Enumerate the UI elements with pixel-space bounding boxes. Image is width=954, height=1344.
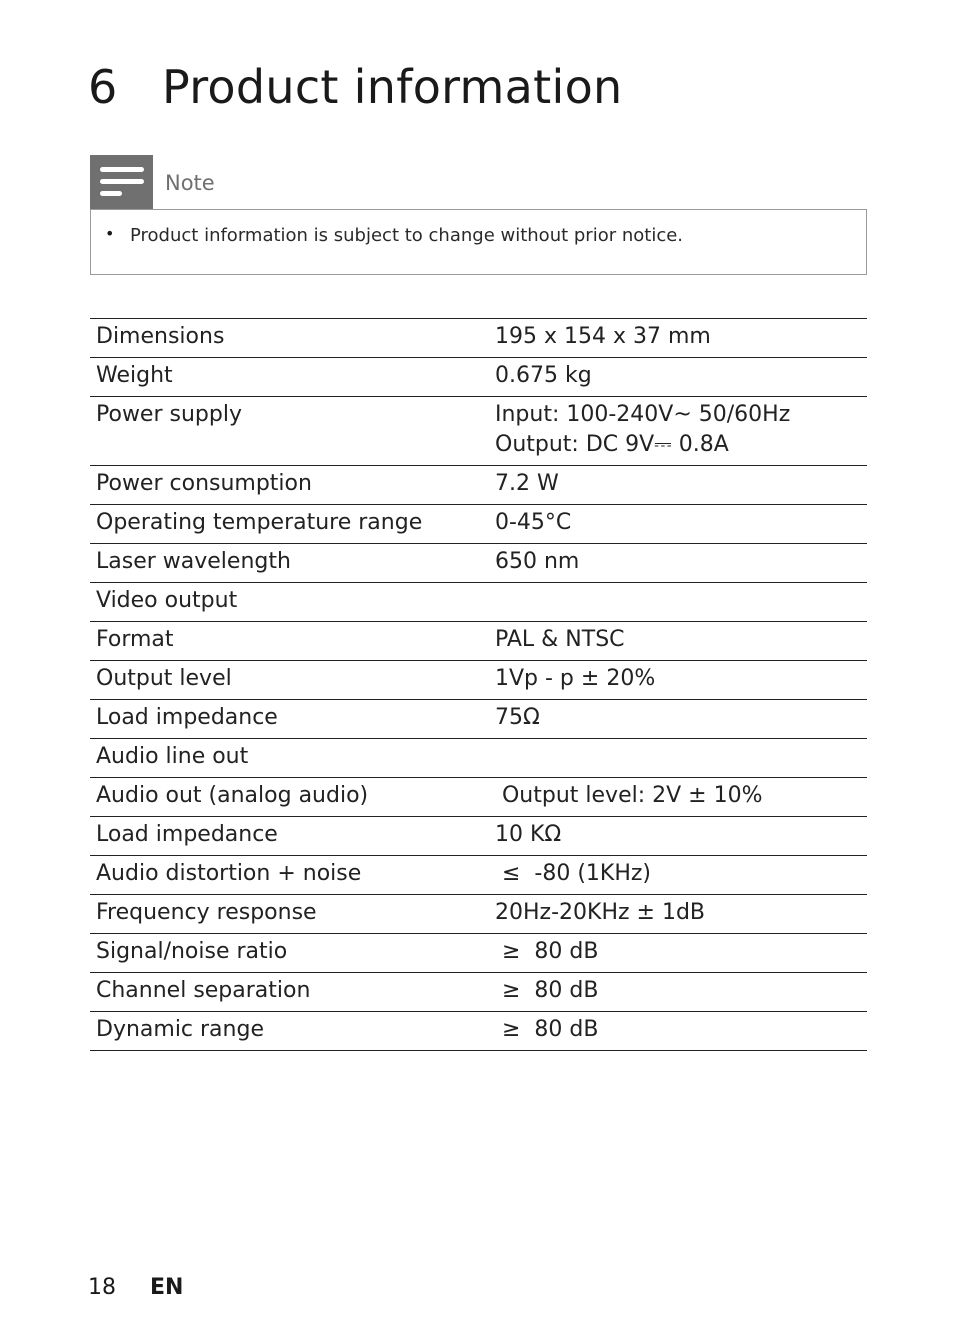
spec-value (489, 895, 867, 934)
note-label: Note (165, 171, 215, 195)
spec-row (90, 622, 867, 661)
note-text: Product information is subject to change without prior notice. (130, 225, 684, 246)
spec-label: Frequency response (90, 895, 489, 934)
spec-value-line: ≥ 80 dB (495, 1017, 599, 1042)
spec-value-line: Output: DC 9V⎓ 0.8A (495, 432, 729, 457)
spec-label: Dynamic range (90, 1012, 489, 1051)
spec-row (90, 739, 867, 778)
spec-row (90, 1012, 867, 1051)
spec-value (489, 583, 867, 622)
spec-row (90, 358, 867, 397)
spec-row (90, 661, 867, 700)
spec-row (90, 583, 867, 622)
spec-value-line: 75Ω (495, 705, 540, 730)
spec-label: Power supply (90, 397, 489, 466)
spec-row (90, 817, 867, 856)
spec-value (489, 319, 867, 358)
specifications-table (90, 318, 867, 1051)
note-lines-icon (90, 155, 153, 209)
spec-row (90, 856, 867, 895)
spec-value (489, 466, 867, 505)
spec-value-line (495, 742, 861, 772)
spec-label: Dimensions (90, 319, 489, 358)
note-body (90, 209, 867, 275)
spec-value-line: Output level: 2V ± 10% (495, 783, 763, 808)
spec-label: Channel separation (90, 973, 489, 1012)
spec-label: Weight (90, 358, 489, 397)
spec-row (90, 700, 867, 739)
spec-row (90, 466, 867, 505)
spec-value-line: 195 x 154 x 37 mm (495, 324, 711, 349)
spec-value (489, 739, 867, 778)
spec-value-line: ≥ 80 dB (495, 978, 599, 1003)
spec-value (489, 358, 867, 397)
spec-value (489, 934, 867, 973)
note-header (90, 155, 867, 209)
spec-value (489, 622, 867, 661)
spec-value-line: ≤ -80 (1KHz) (495, 861, 652, 886)
language-code: EN (150, 1275, 184, 1300)
spec-label: Audio distortion + noise (90, 856, 489, 895)
spec-value (489, 973, 867, 1012)
spec-value (489, 856, 867, 895)
spec-value-line: 650 nm (495, 549, 580, 574)
spec-value-line: 20Hz-20KHz ± 1dB (495, 900, 706, 925)
spec-value (489, 700, 867, 739)
spec-value (489, 661, 867, 700)
page-title (88, 60, 622, 114)
spec-label: Signal/noise ratio (90, 934, 489, 973)
spec-value-line: PAL & NTSC (495, 627, 625, 652)
spec-label: Format (90, 622, 489, 661)
page-number: 18 (88, 1275, 116, 1300)
spec-value-line: 0-45°C (495, 510, 572, 535)
spec-label: Power consumption (90, 466, 489, 505)
spec-value (489, 778, 867, 817)
spec-label: Load impedance (90, 817, 489, 856)
spec-value-line: ≥ 80 dB (495, 939, 599, 964)
spec-label: Video output (90, 583, 489, 622)
spec-row (90, 973, 867, 1012)
spec-row (90, 544, 867, 583)
spec-value (489, 397, 867, 466)
spec-value-line: Input: 100-240V~ 50/60Hz (495, 402, 791, 427)
spec-label: Laser wavelength (90, 544, 489, 583)
spec-value-line: 1Vp - p ± 20% (495, 666, 656, 691)
spec-label: Operating temperature range (90, 505, 489, 544)
spec-value (489, 817, 867, 856)
spec-value (489, 544, 867, 583)
spec-row (90, 895, 867, 934)
spec-value (489, 505, 867, 544)
spec-row (90, 934, 867, 973)
spec-row (90, 397, 867, 466)
chapter-number: 6 (88, 60, 118, 114)
spec-row (90, 778, 867, 817)
spec-value (489, 1012, 867, 1051)
spec-label: Audio out (analog audio) (90, 778, 489, 817)
page-footer (88, 1275, 183, 1300)
spec-value-line: 7.2 W (495, 471, 559, 496)
bullet-icon: • (105, 224, 115, 243)
note-box (90, 155, 867, 275)
spec-label: Load impedance (90, 700, 489, 739)
spec-value-line: 10 KΩ (495, 822, 562, 847)
spec-label: Audio line out (90, 739, 489, 778)
chapter-title: Product information (162, 60, 623, 114)
spec-row (90, 505, 867, 544)
spec-label: Output level (90, 661, 489, 700)
spec-row (90, 319, 867, 358)
spec-value-line: 0.675 kg (495, 363, 592, 388)
spec-value-line (495, 586, 861, 616)
